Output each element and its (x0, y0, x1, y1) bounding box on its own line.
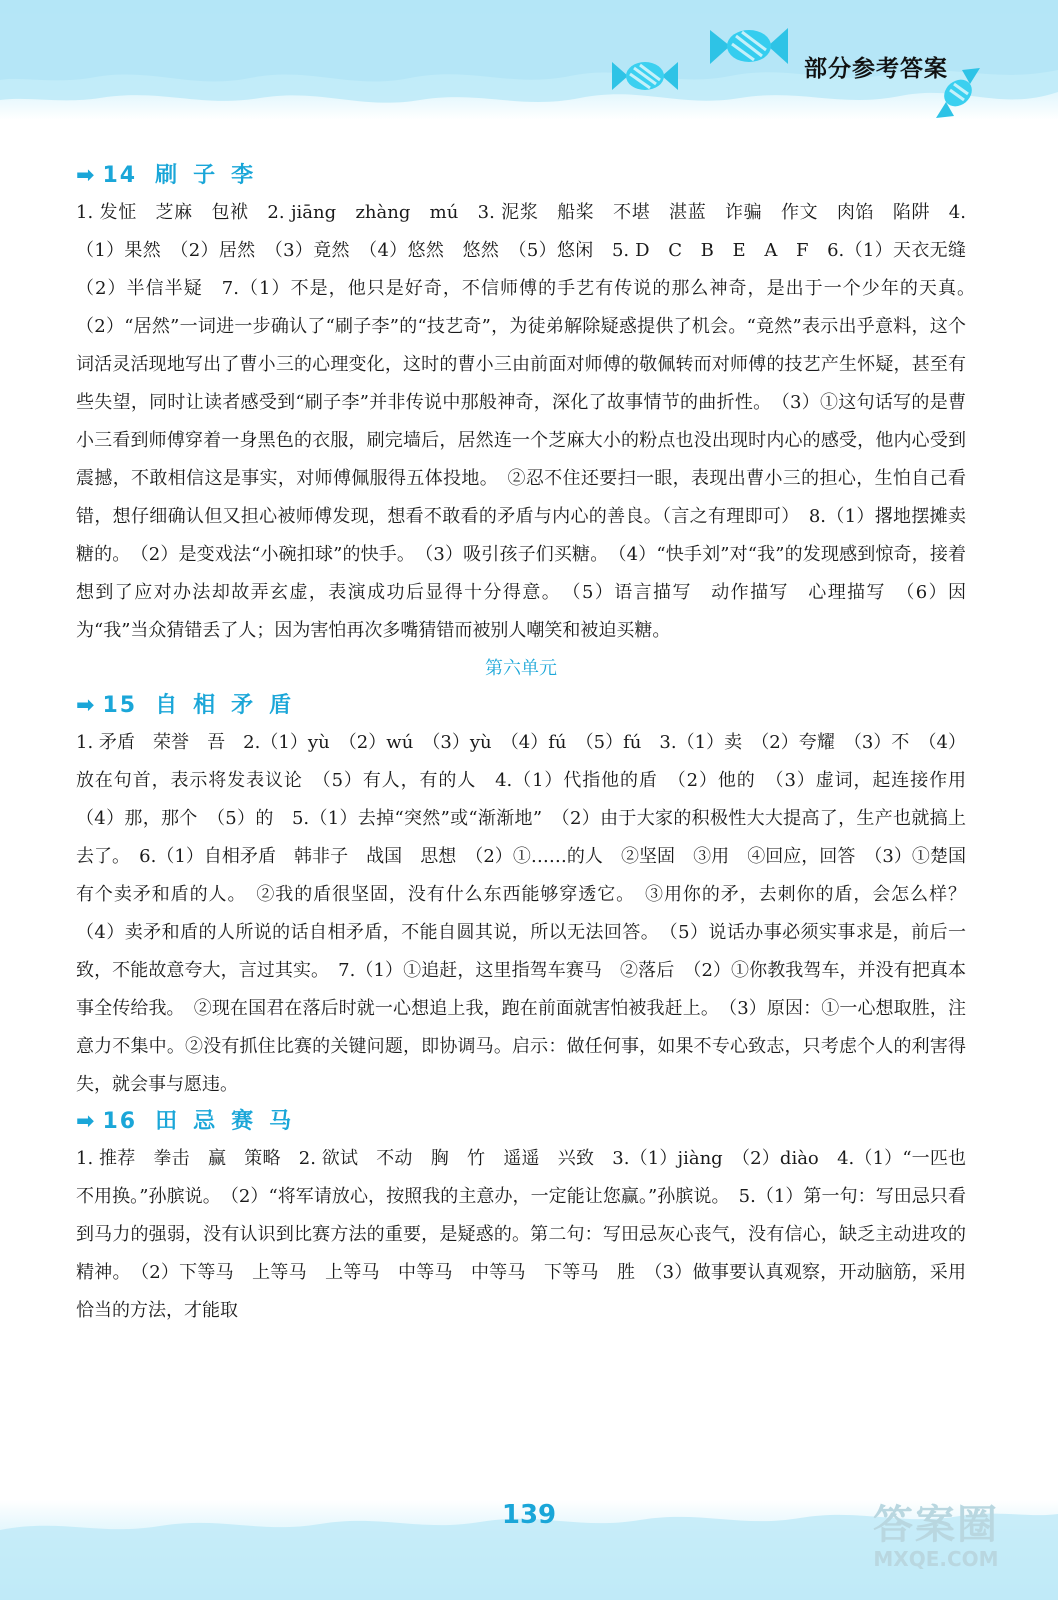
section-number: 16 (102, 1109, 138, 1134)
answer-paragraph: 1. 矛盾 荣誉 吾 2.（1）yù （2）wú （3）yù （4）fú （5）fú 3.（1）卖 （2）夸耀 （3）不 （4）放在句首，表示将发表议论 （5）有人，有的人 4.（1）代指他的盾 （2）他的 （3）虚词，起连接作用 （4）那，那个 （5）的 5.（1）去掉“突然”或“渐渐地” （2）由于大家的积极性大大提高了，生产也就搞上去了。 6.（1）自相矛盾 韩非子 战国 思想 （2）①……的人 ②坚固 ③用 ④回应，回答 （3）①楚国有个卖矛和盾的人。 ②我的盾很坚固，没有什么东西能够穿透它。 ③用你的矛，去刺你的盾，会怎么样？ （4）卖矛和盾的人所说的话自相矛盾，不能自圆其说，所以无法回答。 （5）说话办事必须实事求是，前后一致，不能故意夸大，言过其实。 7.（1）①追赶，这里指驾车赛马 ②落后 （2）①你教我驾车，并没有把真本事全传给我。 ②现在国君在落后时就一心想追上我，跑在前面就害怕被我赶上。 （3）原因：①一心想取胜，注意力不集中。②没有抓住比赛的关键问题，即协调马。启示：做任何事，如果不专心致志，只考虑个人的利害得失，就会事与愿违。 (76, 732, 984, 1095)
section-heading-16 (76, 1104, 966, 1140)
answer-paragraph: 1. 推荐 拳击 赢 策略 2. 欲试 不动 胸 竹 遥遥 兴致 3.（1）jiàng （2）diào 4.（1）“一匹也不用换。”孙膑说。 （2）“将军请放心，按照我的主意办，一定能让您赢。”孙膑说。 5.（1）第一句：写田忌只看到马力的强弱，没有认识到比赛方法的重要，是疑惑的。第二句：写田忌灰心丧气，没有信心，缺乏主动进攻的精神。 （2）下等马 上等马 上等马 中等马 中等马 下等马 胜 （3）做事要认真观察，开动脑筋，采用恰当的方法，才能取 (76, 1148, 966, 1321)
section-title: 刷子李 (155, 163, 270, 188)
section-title: 田忌赛马 (155, 1109, 308, 1134)
section-heading-15 (76, 688, 966, 724)
header-title: 部分参考答案 (804, 56, 948, 82)
arrow-right-icon: ➡ (76, 163, 97, 188)
answer-content (76, 158, 984, 1330)
answer-paragraph: 1. 发怔 芝麻 包袱 2. jiāng zhàng mú 3. 泥浆 船桨 不堪 湛蓝 诈骗 作文 肉馅 陷阱 4.（1）果然 （2）居然 （3）竟然 （4）悠然 悠然 （5）悠闲 5. D C B E A F 6.（1）天衣无缝 （2）半信半疑 7.（1）不是，他只是好奇，不信师傅的手艺有传说的那么神奇，是出于一个少年的天真。 （2）“居然”一词进一步确认了“刷子李”的“技艺奇”，为徒弟解除疑惑提供了机会。“竟然”表示出乎意料，这个词活灵活现地写出了曹小三的心理变化，这时的曹小三由前面对师傅的敬佩转而对师傅的技艺产生怀疑，甚至有些失望，同时让读者感受到“刷子李”并非传说中那般神奇，深化了故事情节的曲折性。 （3）①这句话写的是曹小三看到师傅穿着一身黑色的衣服，刷完墙后，居然连一个芝麻大小的粉点也没出现时内心的感受，他内心受到震撼，不敢相信这是事实，对师傅佩服得五体投地。 ②忍不住还要扫一眼，表现出曹小三的担心，生怕自己看错，想仔细确认但又担心被师傅发现，想看不敢看的矛盾与内心的善良。（言之有理即可） 8.（1）撂地摆摊卖糖的。 （2）是变戏法“小碗扣球”的快手。 （3）吸引孩子们买糖。 （4）“快手刘”对“我”的发现感到惊奇，接着想到了应对办法却故弄玄虚，表演成功后显得十分得意。 （5）语言描写 动作描写 心理描写 （6）因为“我”当众猜错丢了人；因为害怕再次多嘴猜错而被别人嘲笑和被迫买糖。 (76, 202, 984, 641)
arrow-right-icon: ➡ (76, 1109, 97, 1134)
watermark-url: MXQE.COM (873, 1547, 999, 1571)
section-number: 14 (102, 163, 138, 188)
watermark-logo (836, 1502, 1036, 1582)
unit-title: 第六单元 (485, 658, 557, 679)
header-band (0, 0, 1058, 120)
watermark-text: 答案圈 (873, 1502, 999, 1548)
section-number: 15 (102, 693, 138, 718)
candy-icon (708, 22, 790, 70)
candy-icon (610, 56, 680, 96)
section-title: 自相矛盾 (155, 693, 308, 718)
page-number: 139 (501, 1500, 557, 1530)
arrow-right-icon: ➡ (76, 693, 97, 718)
section-heading-14 (76, 158, 966, 194)
